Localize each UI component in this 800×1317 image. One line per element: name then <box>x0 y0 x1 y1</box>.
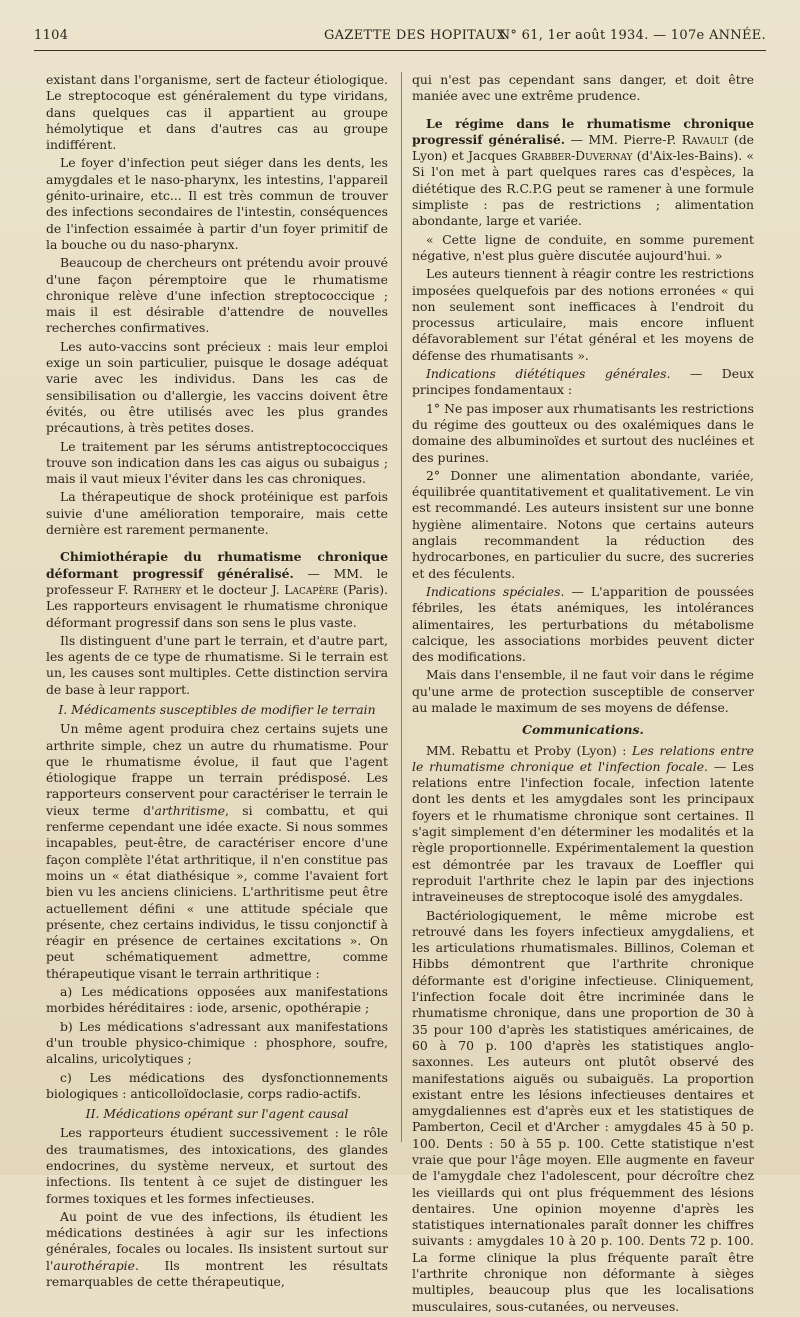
paragraph: existant dans l'organisme, sert de facteur étiologique. Le streptocoque est généralement du type viridans, dans quelques cas il appartient au groupe hémolytique et dans d'autres cas au groupe indifférent. <box>46 72 388 153</box>
column-divider <box>401 72 402 1142</box>
paragraph: Les auto-vaccins sont précieux : mais leur emploi exige un soin particulier, puisque le dosage adéquat varie avec les individus. Dans les cas de sensibilisation ou d'allergie, les vaccins doivent être évités, ou être utilisés avec les plus grandes précautions, à très petites doses. <box>46 338 388 436</box>
paragraph: Le traitement par les sérums antistreptococciques trouve son indication dans les cas aigus ou subaigus ; mais il vaut mieux l'éviter dans les cas chroniques. <box>46 438 388 487</box>
paragraph: Indications spéciales. — L'apparition de poussées fébriles, les états anémiques, les intolérances alimentaires, les perturbations du métabolisme calcique, les associations morbides peuvent dicter des modifications. <box>412 583 754 665</box>
list-item: 1° Ne pas imposer aux rhumatisants les restrictions du régime des goutteux ou des oxalémiques dans le domaine des albuminoïdes et surtout des nucléines et des purines. <box>412 400 754 465</box>
paragraph: Bactériologiquement, le même microbe est retrouvé dans les foyers infectieux amygdaliens, et les articulations rhumatismales. Billinos, Coleman et Hibbs démontrent que l'arthrite chronique déformante est d'origine infectieuse. Cliniquement, l'infection focale doit être incriminée dans le rhumatisme chronique, dans une proportion de 30 à 35 pour 100 d'après les statistiques américaines, de 60 à 70 p. 100 d'après les statistiques anglo-saxonnes. Les auteurs ont plutôt observé des manifestations aiguës ou subaiguës. La proportion existant entre les lésions infectieuses dentaires et amygdaliennes est d'après eux et les statistiques de Pamberton, Cecil et d'Archer : amygdales 45 à 50 p. 100. Dents : 50 à 55 p. 100. Cette statistique n'est vraie que pour l'âge moyen. Elle augmente en faveur de l'amygdale chez l'adolescent, pour décroître chez les vieillards qui ont plus fréquemment des lésions dentaires. Une opinion moyenne d'après les statistiques internationales paraît donner les chiffres suivants : amygdales 10 à 20 p. 100. Dents 72 p. 100. La forme clinique la plus fréquente paraît être l'arthrite chronique non déformante à sièges multiples, beaucoup plus que les localisations musculaires, sous-cutanées, ou nerveuses. <box>412 907 754 1314</box>
list-item: b) Les médications s'adressant aux manifestations d'un trouble physico-chimique : phosphore, soufre, alcalins, uricolytiques ; <box>46 1018 388 1067</box>
section-heading: I. Médicaments susceptibles de modifier le terrain <box>58 701 376 717</box>
paragraph: Un même agent produira chez certains sujets une arthrite simple, chez un autre du rhumatisme. Pour que le rhumatisme évolue, il faut que l'agent étiologique frappe un terrain prédisposé. Les rapporteurs conservent pour caractériser le terrain le vieux terme d'arthritisme, si combattu, et qui renferme cependant une idée exacte. Si nous sommes incapables, peut-être, de caractériser encore d'une façon complète l'état arthritique, il n'en constitue pas moins un « état diathésique », comme l'avaient fort bien vu les anciens cliniciens. L'arthritisme peut être actuellement défini « une attitude spéciale que présente, chez certains individus, le tissu conjonctif à réagir en présence de certaines excitations ». On peut schématiquement admettre, comme thérapeutique visant le terrain arthritique : <box>46 721 388 981</box>
paragraph: Mais dans l'ensemble, il ne faut voir dans le régime qu'une arme de protection susceptible de conserver au malade le maximum de ses moyens de défense. <box>412 667 754 715</box>
communications-heading: Communications. <box>522 722 644 738</box>
paragraph: Ils distinguent d'une part le terrain, et d'autre part, les agents de ce type de rhumatisme. Si le terrain est un, les causes sont multiples. Cette distinction servira de base à leur rapport. <box>46 632 388 697</box>
paragraph: Beaucoup de chercheurs ont prétendu avoir prouvé d'une façon péremptoire que le rhumatisme chronique relève d'une infection streptococcique ; mais il est désirable d'attendre de nouvelles recherches confirmatives. <box>46 255 388 336</box>
paragraph: Les auteurs tiennent à réagir contre les restrictions imposées quelquefois par des notions erronées « qui non seulement sont inefficaces à l'endroit du processus articulaire, mais encore influent défavorablement sur l'état général et les moyens de défense des rhumatisants ». <box>412 266 754 363</box>
section-heading: II. Médications opérant sur l'agent causal <box>85 1106 349 1122</box>
journal-title: GAZETTE DES HOPITAUX <box>324 28 506 43</box>
page-number: 1104 <box>34 28 69 43</box>
report-paragraph: Le régime dans le rhumatisme chronique progressif généralisé. — MM. Pierre-P. Ravault (de Lyon) et Jacques Grabber-Duvernay (d'Aix-les-Bains). « Si l'on met à part quelques rares cas d'espèces, la diététique des R.C.P.G peut se ramener à une formule simpliste : pas de restrictions ; alimentation abondante, large et variée. <box>412 115 754 229</box>
left-column <box>46 72 388 1292</box>
author-name: Lacapère <box>284 581 339 597</box>
paragraph: Au point de vue des infections, ils étudient les médications destinées à agir sur les infections générales, focales ou locales. Ils insistent surtout sur l'aurothérapie. Ils montrent les résultats remarquables de cette thérapeutique, <box>46 1208 388 1290</box>
paragraph: Les rapporteurs étudient successivement : le rôle des traumatismes, des intoxications, des glandes endocrines, du système nerveux, et surtout des infections. Ils tentent à ce sujet de distinguer les formes toxiques et les formes infectieuses. <box>46 1125 388 1206</box>
report-paragraph: Chimiothérapie du rhumatisme chronique déformant progressif généralisé. — MM. le professeur F. Rathery et le docteur J. Lacapère (Paris). Les rapporteurs envisagent le rhumatisme chronique déformant progressif dans son sens le plus vaste. <box>46 549 389 630</box>
page-header <box>34 28 766 50</box>
list-item: 2° Donner une alimentation abondante, variée, équilibrée quantitativement et qualitativement. Le vin est recommandé. Les auteurs insistent sur une bonne hygiène alimentaire. Notons que certains auteurs anglais recommandent la réduction des hydrocarbones, en particulier du sucre, des sucreries et des féculents. <box>412 467 754 581</box>
paragraph: Le foyer d'infection peut siéger dans les dents, les amygdales et le naso-pharynx, les intestins, l'appareil génito-urinaire, etc... Il est très commun de trouver des infections secondaires de l'intestin, conséquences de l'infection essaimée à partir d'un foyer primitif de la bouche ou du naso-pharynx. <box>46 155 388 252</box>
list-item: a) Les médications opposées aux manifestations morbides héréditaires : iode, arsenic, opothérapie ; <box>46 984 388 1016</box>
author-name: Grabber-Duvernay <box>521 148 633 164</box>
author-name: Rathery <box>133 581 182 597</box>
header-rule <box>34 50 766 51</box>
report-title: Chimiothérapie du rhumatisme chronique déformant progressif généralisé. <box>46 549 388 581</box>
issue-info: N° 61, 1er août 1934. — 107e ANNÉE. <box>498 28 766 43</box>
paragraph: qui n'est pas cependant sans danger, et doit être maniée avec une extrême prudence. <box>412 72 754 104</box>
paragraph: La thérapeutique de shock protéinique est parfois suivie d'une amélioration temporaire, mais cette dernière est rarement permanente. <box>46 489 388 538</box>
paragraph: « Cette ligne de conduite, en somme purement négative, n'est plus guère discutée aujourd'hui. » <box>412 231 754 263</box>
paragraph: Indications diététiques générales. — Deux principes fondamentaux : <box>412 366 754 398</box>
list-item: c) Les médications des dysfonctionnements biologiques : anticolloïdoclasie, corps radio-actifs. <box>46 1069 388 1101</box>
author-name: Ravault <box>681 131 729 147</box>
paragraph: MM. Rebattu et Proby (Lyon) : Les relations entre le rhumatisme chronique et l'infection focale. — Les relations entre l'infection focale, infection latente dont les dents et les amygdales sont les principaux foyers et le rhumatisme chronique sont certaines. Il s'agit simplement d'en déterminer les modalités et la règle proportionnelle. Expérimentalement la question est démontrée par les travaux de Loeffler qui reproduit l'arthrite chez le lapin par des injections intraveineuses de streptocoque isolé des amygdales. <box>412 742 754 905</box>
right-column <box>412 72 754 1317</box>
report-title: Le régime dans le rhumatisme chronique progressif généralisé. <box>412 115 754 147</box>
